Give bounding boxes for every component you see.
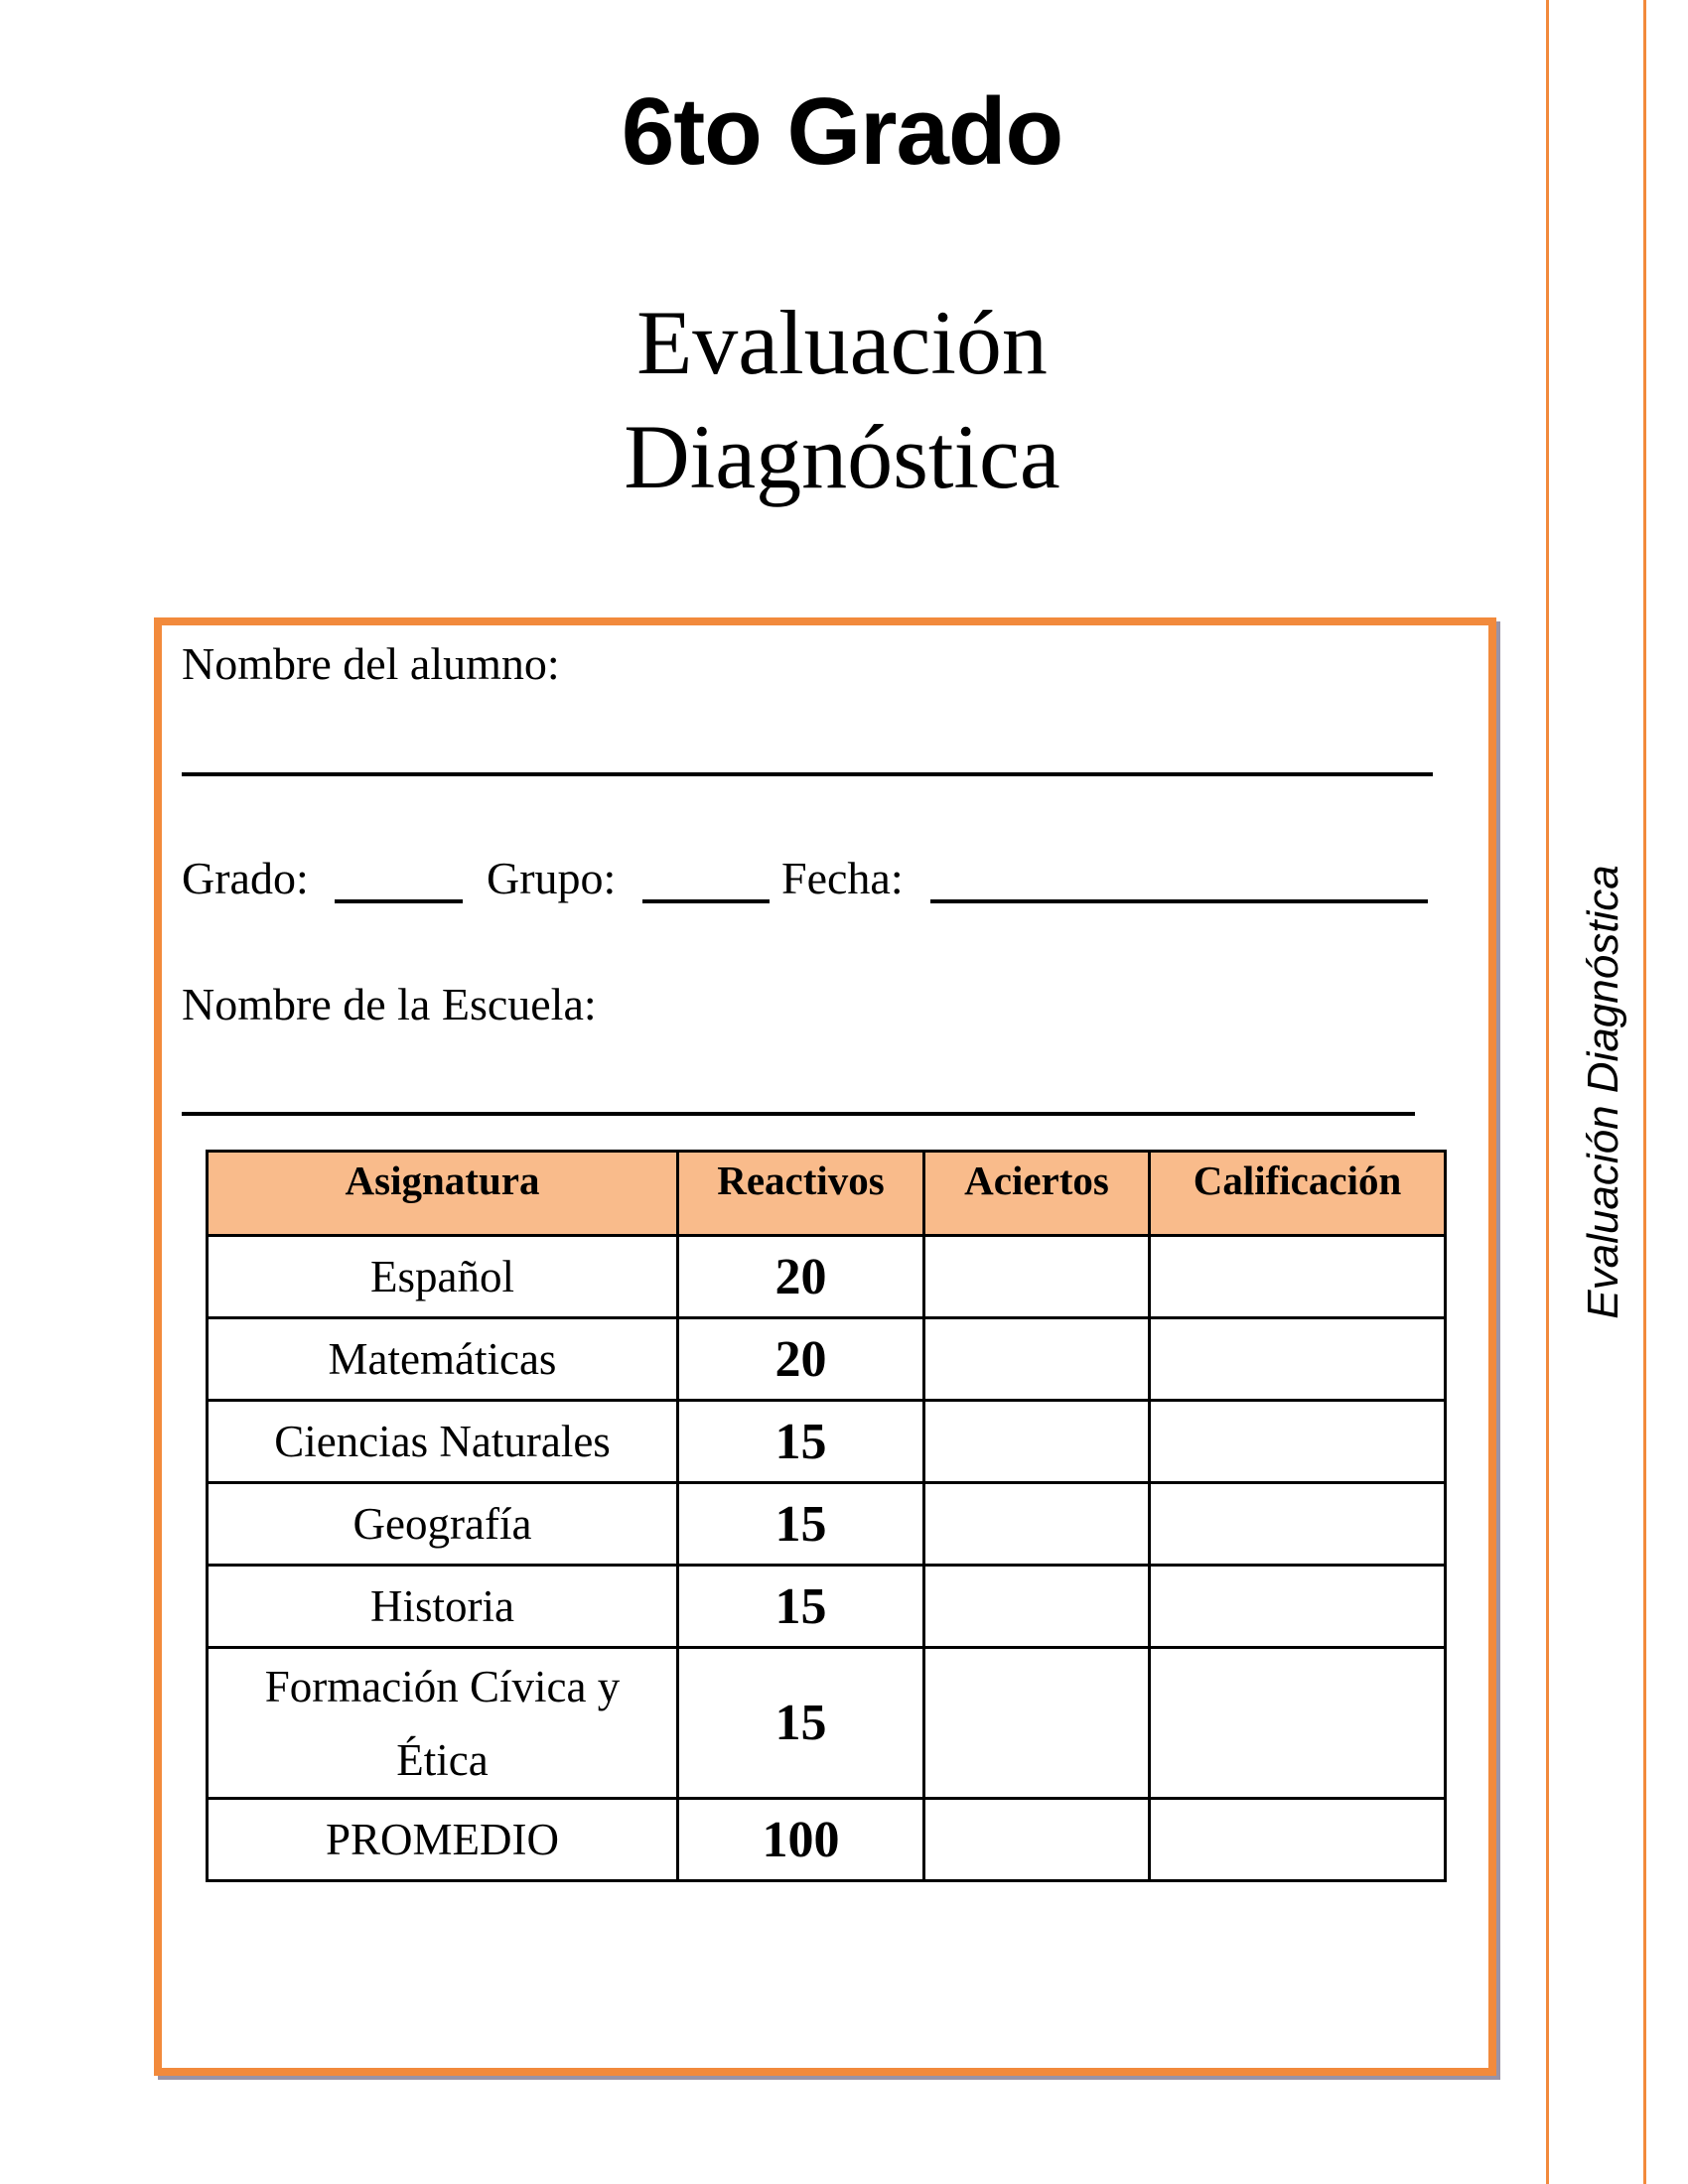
grade-cell[interactable] bbox=[1150, 1483, 1446, 1566]
student-name-label: Nombre del alumno: bbox=[182, 638, 560, 689]
header-subject: Asignatura bbox=[208, 1152, 678, 1236]
correct-cell[interactable] bbox=[924, 1318, 1150, 1401]
grade-field[interactable] bbox=[335, 899, 463, 903]
correct-cell[interactable] bbox=[924, 1236, 1150, 1318]
header-grade: Calificación bbox=[1150, 1152, 1446, 1236]
subject-cell bbox=[208, 1648, 678, 1799]
items-cell: 15 bbox=[678, 1401, 924, 1483]
header-correct: Aciertos bbox=[924, 1152, 1150, 1236]
student-name-field[interactable] bbox=[182, 772, 1433, 776]
correct-cell[interactable] bbox=[924, 1483, 1150, 1566]
grade-cell[interactable] bbox=[1150, 1566, 1446, 1648]
items-cell: 20 bbox=[678, 1318, 924, 1401]
correct-cell[interactable] bbox=[924, 1799, 1150, 1881]
subject-cell: Historia bbox=[208, 1566, 678, 1648]
page-title bbox=[0, 286, 1686, 514]
grade-cell[interactable] bbox=[1150, 1799, 1446, 1881]
items-cell: 20 bbox=[678, 1236, 924, 1318]
subject-cell: PROMEDIO bbox=[208, 1799, 678, 1881]
subject-line2: Ética bbox=[396, 1734, 489, 1785]
table-row bbox=[208, 1566, 1446, 1648]
subject-cell: Geografía bbox=[208, 1483, 678, 1566]
correct-cell[interactable] bbox=[924, 1648, 1150, 1799]
school-name-label: Nombre de la Escuela: bbox=[182, 979, 597, 1029]
items-cell: 15 bbox=[678, 1483, 924, 1566]
grade-cell[interactable] bbox=[1150, 1648, 1446, 1799]
table-row bbox=[208, 1318, 1446, 1401]
grade-cell[interactable] bbox=[1150, 1236, 1446, 1318]
subject-line1: Formación Cívica y bbox=[264, 1661, 621, 1711]
items-cell: 100 bbox=[678, 1799, 924, 1881]
table-row bbox=[208, 1483, 1446, 1566]
date-label: Fecha: bbox=[781, 853, 904, 903]
table-row bbox=[208, 1648, 1446, 1799]
items-cell: 15 bbox=[678, 1648, 924, 1799]
grade-cell[interactable] bbox=[1150, 1401, 1446, 1483]
page-title-line1: Evaluación bbox=[636, 292, 1048, 393]
table-row bbox=[208, 1236, 1446, 1318]
score-table bbox=[206, 1150, 1447, 1882]
grade-title: 6to Grado bbox=[621, 78, 1063, 185]
table-row-average bbox=[208, 1799, 1446, 1881]
items-cell: 15 bbox=[678, 1566, 924, 1648]
subject-cell: Español bbox=[208, 1236, 678, 1318]
school-name-field[interactable] bbox=[182, 1112, 1415, 1116]
header-items: Reactivos bbox=[678, 1152, 924, 1236]
subject-cell: Matemáticas bbox=[208, 1318, 678, 1401]
subject-cell: Ciencias Naturales bbox=[208, 1401, 678, 1483]
table-header-row bbox=[208, 1152, 1446, 1236]
correct-cell[interactable] bbox=[924, 1401, 1150, 1483]
grade-cell[interactable] bbox=[1150, 1318, 1446, 1401]
grade-label: Grado: bbox=[182, 853, 309, 903]
group-label: Grupo: bbox=[487, 853, 617, 903]
correct-cell[interactable] bbox=[924, 1566, 1150, 1648]
side-title: Evaluación Diagnóstica bbox=[1579, 865, 1627, 1319]
date-field[interactable] bbox=[930, 899, 1428, 903]
page-title-line2: Diagnóstica bbox=[624, 406, 1060, 507]
table-row bbox=[208, 1401, 1446, 1483]
group-field[interactable] bbox=[642, 899, 770, 903]
